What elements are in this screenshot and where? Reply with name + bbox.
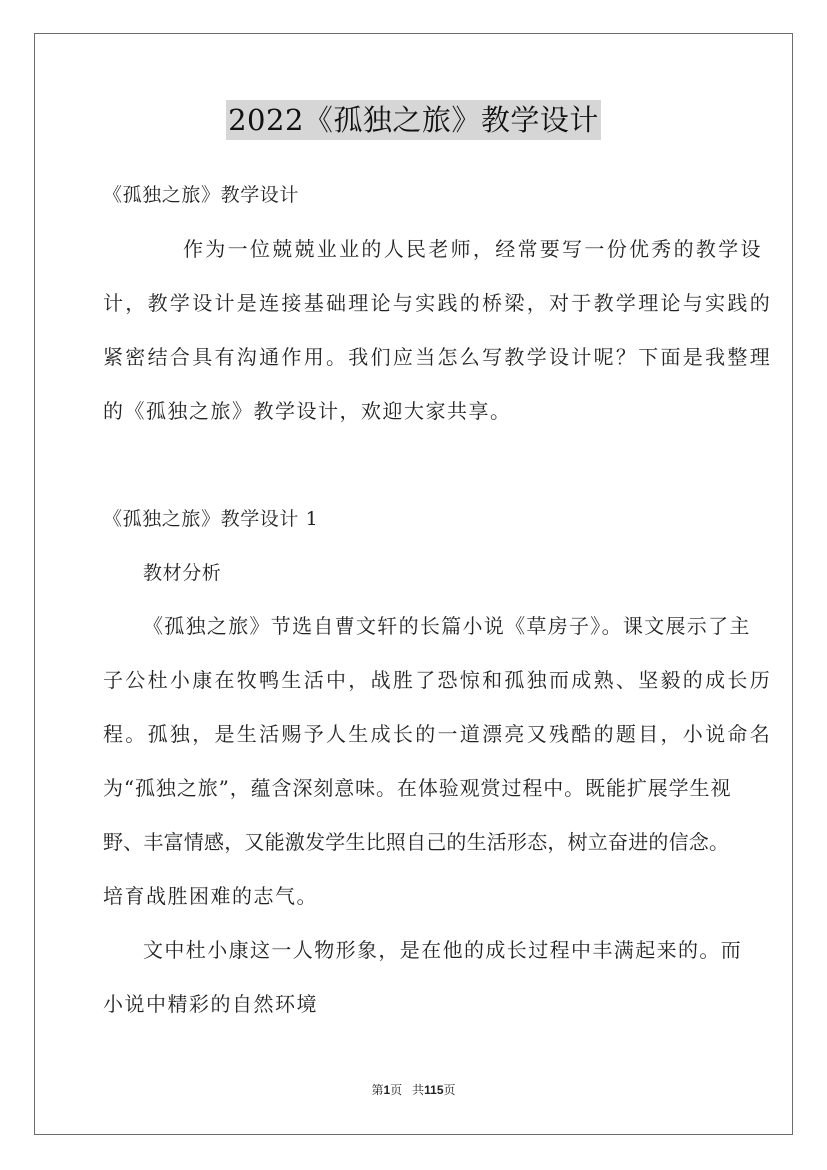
- section-title: 《孤独之旅》教学设计 1: [103, 508, 319, 530]
- intro-line: 作为一位兢兢业业的人民老师，经常要写一份优秀的教学设: [183, 237, 763, 261]
- total-unit: 页: [443, 1083, 456, 1097]
- page-current: 1: [383, 1083, 391, 1097]
- intro-line: 紧密结合具有沟通作用。我们应当怎么写教学设计呢？下面是我整理: [103, 345, 772, 369]
- intro-line: 计，教学设计是连接基础理论与实践的桥梁，对于教学理论与实践的: [103, 291, 772, 315]
- page-prefix: 第: [371, 1083, 384, 1097]
- total-pages: 115: [424, 1083, 444, 1097]
- paragraph-line: 野、丰富情感，又能激发学生比照自己的生活形态，树立奋进的信念。: [103, 830, 730, 854]
- paragraph-line: 《孤独之旅》节选自曹文轩的长篇小说《草房子》。课文展示了主: [143, 614, 751, 638]
- paragraph-line: 文中杜小康这一人物形象，是在他的成长过程中丰满起来的。而: [143, 938, 743, 962]
- page-unit: 页: [390, 1083, 403, 1097]
- total-prefix: 共: [412, 1083, 425, 1097]
- page-footer: [0, 1082, 827, 1098]
- document-title: 2022《孤独之旅》教学设计: [226, 100, 601, 140]
- title-container: [0, 100, 827, 140]
- paragraph-line: 培育战胜困难的志气。: [103, 884, 318, 908]
- intro-line: 的《孤独之旅》教学设计，欢迎大家共享。: [103, 399, 512, 423]
- section-heading: 教材分析: [143, 562, 222, 584]
- paragraph-line: 子公杜小康在牧鸭生活中，战胜了恐惊和孤独而成熟、坚毅的成长历: [103, 668, 772, 692]
- paragraph-line: 程。孤独，是生活赐予人生成长的一道漂亮又残酷的题目，小说命名: [103, 722, 772, 746]
- document-subtitle: 《孤独之旅》教学设计: [103, 184, 300, 206]
- paragraph-line: 为“孤独之旅”，蕴含深刻意味。在体验观赏过程中。既能扩展学生视: [103, 776, 732, 800]
- paragraph-line: 小说中精彩的自然环境: [103, 992, 318, 1016]
